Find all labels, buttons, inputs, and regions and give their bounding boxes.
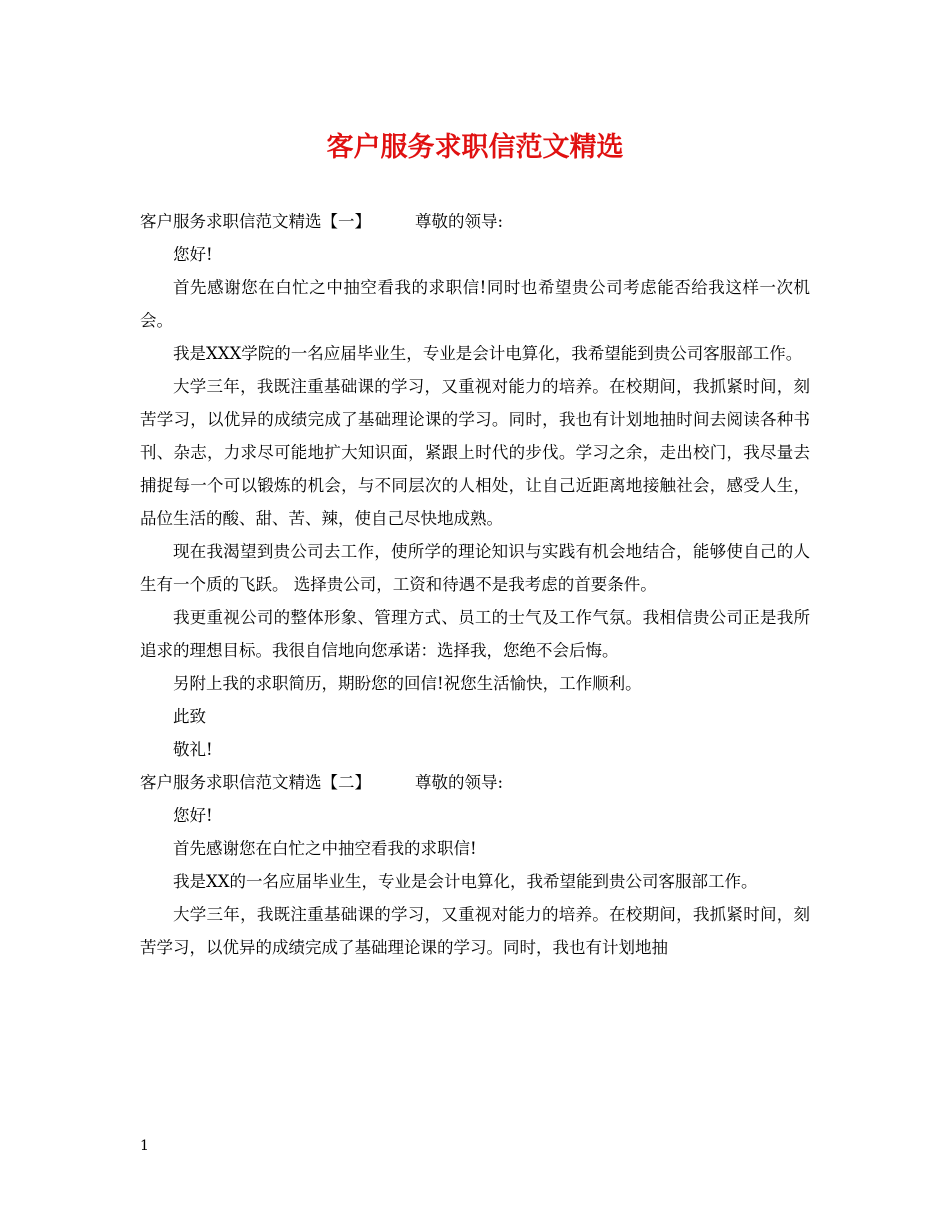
section-label: 客户服务求职信范文精选【二】 (140, 773, 371, 792)
salutation: 尊敬的领导: (415, 212, 504, 231)
paragraph: 首先感谢您在白忙之中抽空看我的求职信!同时也希望贵公司考虑能否给我这样一次机会。 (140, 278, 810, 330)
paragraph: 现在我渴望到贵公司去工作，使所学的理论知识与实践有机会地结合，能够使自己的人生有一个质的飞跃。 选择贵公司，工资和待遇不是我考虑的首要条件。 (140, 542, 810, 594)
section-heading-1 (140, 205, 810, 238)
paragraph: 首先感谢您在白忙之中抽空看我的求职信! (173, 839, 477, 858)
paragraph: 大学三年，我既注重基础课的学习，又重视对能力的培养。在校期间，我抓紧时间，刻苦学习，以优异的成绩完成了基础理论课的学习。同时，我也有计划地抽时间去阅读各种书刊、杂志，力求尽可能地扩大知识面，紧跟上时代的步伐。学习之余，走出校门，我尽量去捕捉每一个可以锻炼的机会，与不同层次的人相处，让自己近距离地接触社会，感受人生，品位生活的酸、甜、苦、辣，使自己尽快地成熟。 (140, 377, 810, 528)
paragraph: 大学三年，我既注重基础课的学习，又重视对能力的培养。在校期间，我抓紧时间，刻苦学习，以优异的成绩完成了基础理论课的学习。同时，我也有计划地抽 (140, 905, 810, 957)
document-body (140, 205, 810, 964)
paragraph: 您好! (173, 806, 213, 825)
salutation: 尊敬的领导: (415, 773, 504, 792)
paragraph: 此致 (173, 707, 206, 726)
paragraph: 我是XX的一名应届毕业生，专业是会计电算化，我希望能到贵公司客服部工作。 (173, 872, 758, 891)
paragraph: 我是XXX学院的一名应届毕业生，专业是会计电算化，我希望能到贵公司客服部工作。 (173, 344, 803, 363)
paragraph: 另附上我的求职简历，期盼您的回信!祝您生活愉快，工作顺利。 (173, 674, 642, 693)
document-title: 客户服务求职信范文精选 (326, 132, 624, 163)
paragraph: 敬礼! (173, 740, 213, 759)
section-label: 客户服务求职信范文精选【一】 (140, 212, 371, 231)
paragraph: 您好! (173, 245, 213, 264)
paragraph: 我更重视公司的整体形象、管理方式、员工的士气及工作气氛。我相信贵公司正是我所追求的理想目标。我很自信地向您承诺：选择我，您绝不会后悔。 (140, 608, 810, 660)
page-number: 1 (140, 1138, 149, 1154)
section-heading-2 (140, 766, 810, 799)
